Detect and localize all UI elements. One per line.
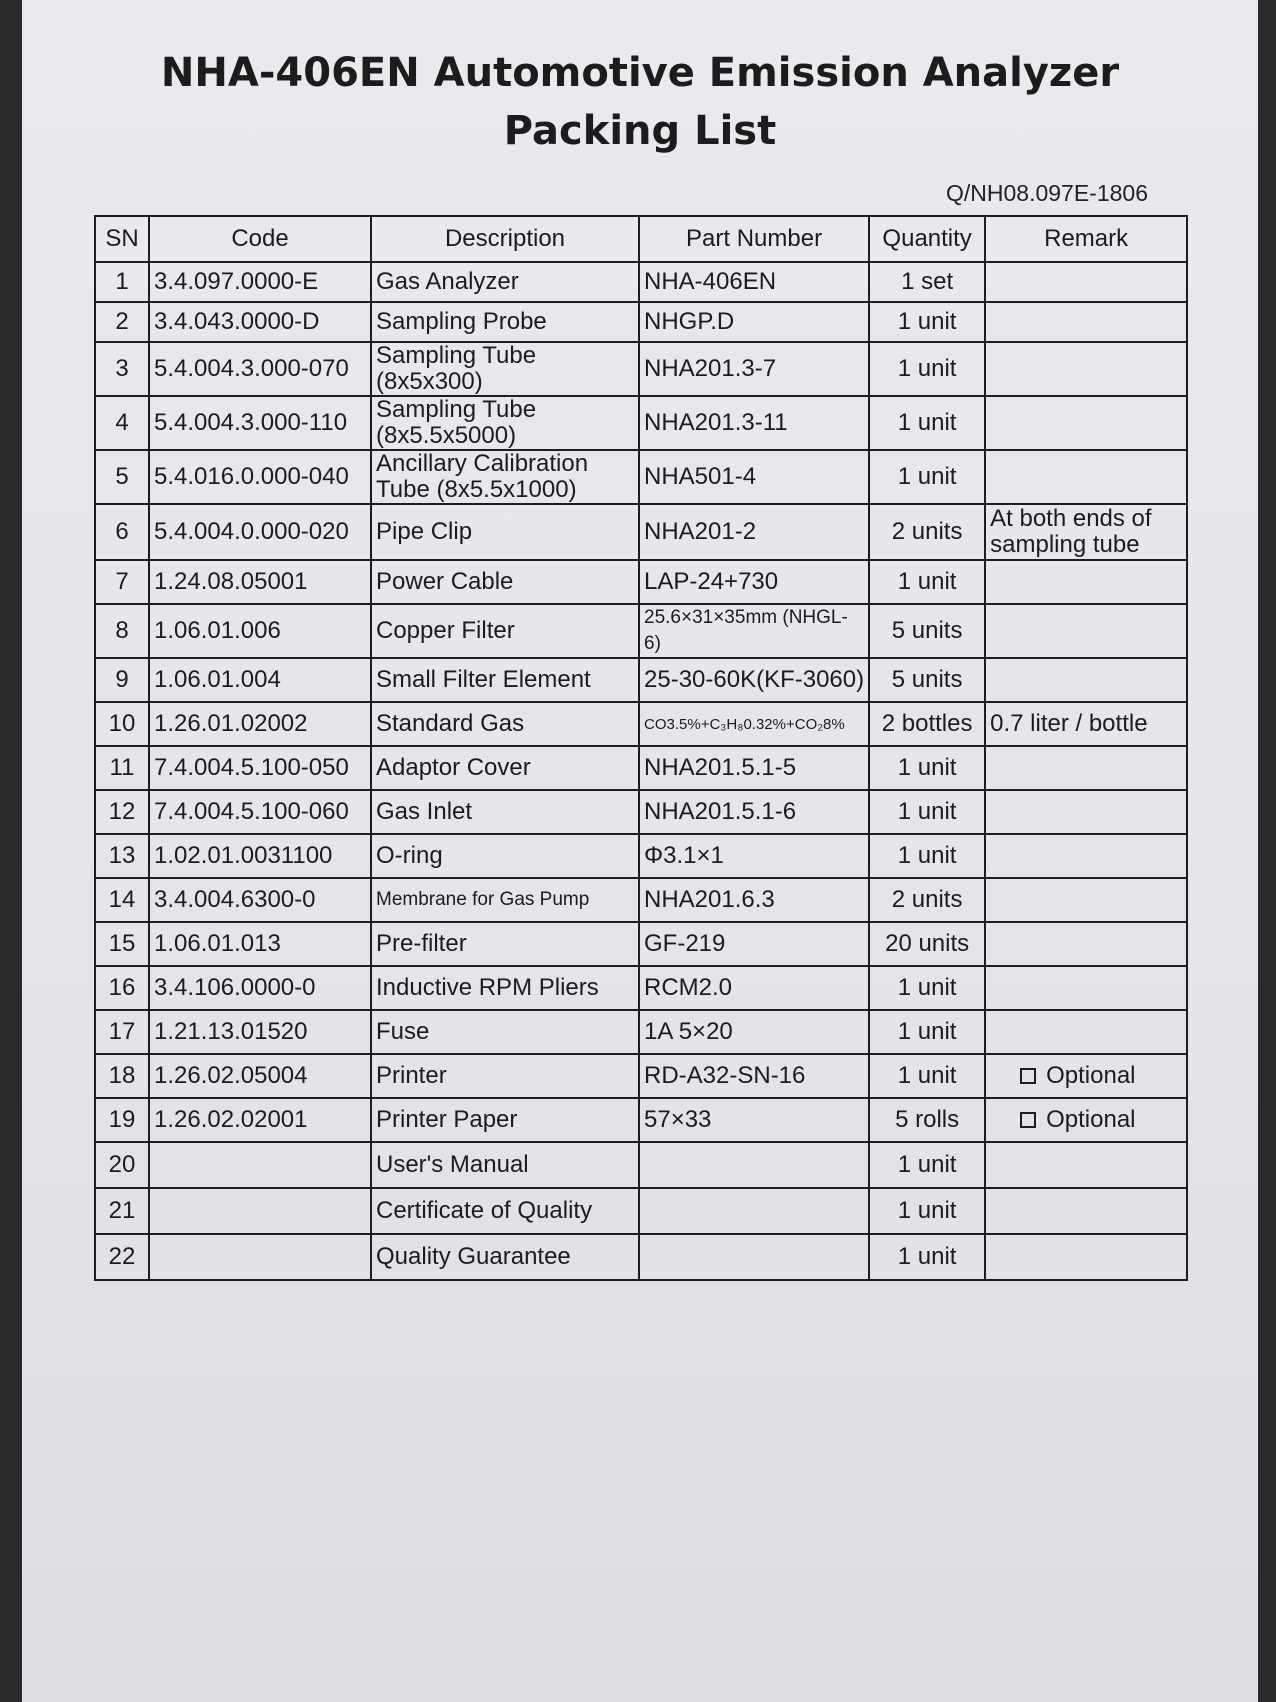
cell-remark-text: Optional (1046, 1062, 1136, 1089)
cell-description-text: Gas Analyzer (376, 268, 519, 295)
cell-remark (985, 1010, 1187, 1054)
cell-sn-text: 4 (115, 409, 129, 436)
cell-description-text: Pre-filter (376, 930, 467, 957)
cell-sn-text: 20 (108, 1151, 136, 1178)
cell-part-number-text: NHA201-2 (644, 518, 757, 545)
cell-code-text: 1.06.01.006 (154, 617, 281, 644)
cell-quantity-text: 1 unit (897, 754, 957, 781)
column-header-quantity: Quantity (869, 216, 985, 262)
cell-sn (95, 450, 149, 504)
table-row (95, 504, 1187, 560)
cell-description (371, 604, 639, 658)
cell-sn (95, 966, 149, 1010)
cell-sn-text: 3 (115, 355, 129, 382)
cell-description (371, 450, 639, 504)
cell-sn (95, 396, 149, 450)
cell-description (371, 560, 639, 604)
cell-sn (95, 1054, 149, 1098)
cell-description (371, 790, 639, 834)
cell-description-text: Copper Filter (376, 617, 515, 644)
cell-remark (985, 1188, 1187, 1234)
cell-description (371, 966, 639, 1010)
cell-sn (95, 560, 149, 604)
cell-remark (985, 878, 1187, 922)
cell-description (371, 1098, 639, 1142)
cell-sn-text: 17 (108, 1018, 136, 1045)
cell-remark (985, 1054, 1187, 1098)
cell-code (149, 450, 371, 504)
table-body (95, 262, 1187, 1280)
cell-sn-text: 2 (115, 308, 129, 335)
cell-sn (95, 302, 149, 342)
column-header-sn: SN (95, 216, 149, 262)
table-row (95, 1188, 1187, 1234)
cell-part-number-text: NHA201.3-11 (644, 409, 788, 436)
table-row (95, 560, 1187, 604)
cell-quantity (869, 658, 985, 702)
cell-code-text: 1.24.08.05001 (154, 568, 308, 595)
cell-description (371, 262, 639, 302)
document-number: Q/NH08.097E-1806 (945, 180, 1148, 206)
cell-code (149, 790, 371, 834)
cell-sn-text: 12 (108, 798, 136, 825)
cell-part-number-text: NHA201.6.3 (644, 886, 775, 913)
cell-quantity-text: 1 unit (897, 409, 957, 436)
cell-description (371, 1054, 639, 1098)
table-row (95, 342, 1187, 396)
cell-quantity-text: 1 unit (897, 1062, 957, 1089)
table-row (95, 878, 1187, 922)
cell-part-number-text: NHA-406EN (644, 268, 777, 295)
cell-description-text: Sampling Tube (8x5x300) (376, 342, 537, 395)
cell-remark (985, 396, 1187, 450)
cell-quantity (869, 302, 985, 342)
cell-part-number (639, 834, 869, 878)
cell-quantity (869, 878, 985, 922)
optional-checkbox-icon (1020, 1112, 1036, 1128)
cell-remark (985, 262, 1187, 302)
cell-code (149, 1142, 371, 1188)
cell-part-number-text: NHA201.5.1-5 (644, 754, 797, 781)
cell-sn (95, 1142, 149, 1188)
cell-part-number-text: NHA201.5.1-6 (644, 798, 797, 825)
cell-sn (95, 1098, 149, 1142)
cell-quantity (869, 342, 985, 396)
cell-description (371, 1142, 639, 1188)
cell-code (149, 604, 371, 658)
cell-description-text: Small Filter Element (376, 666, 591, 693)
cell-code-text: 3.4.106.0000-0 (154, 974, 316, 1001)
cell-quantity (869, 1188, 985, 1234)
cell-part-number (639, 1234, 869, 1280)
cell-part-number (639, 746, 869, 790)
cell-part-number-text: NHA501-4 (644, 463, 757, 490)
cell-remark (985, 1142, 1187, 1188)
cell-sn (95, 746, 149, 790)
cell-quantity-text: 1 unit (897, 842, 957, 869)
cell-part-number (639, 1188, 869, 1234)
cell-description (371, 878, 639, 922)
cell-sn (95, 658, 149, 702)
cell-code (149, 658, 371, 702)
cell-part-number-text: 25-30-60K(KF-3060) (644, 666, 865, 693)
cell-quantity-text: 2 units (891, 518, 963, 545)
cell-sn (95, 262, 149, 302)
cell-code-text: 1.02.01.0031100 (154, 842, 333, 869)
cell-description (371, 1234, 639, 1280)
cell-remark (985, 302, 1187, 342)
cell-quantity (869, 1234, 985, 1280)
cell-description (371, 1188, 639, 1234)
cell-description-text: Inductive RPM Pliers (376, 974, 599, 1001)
cell-code-text: 5.4.004.3.000-110 (154, 409, 348, 436)
cell-description (371, 834, 639, 878)
cell-sn (95, 504, 149, 560)
cell-description (371, 396, 639, 450)
cell-sn (95, 702, 149, 746)
cell-sn-text: 5 (115, 463, 129, 490)
cell-part-number (639, 396, 869, 450)
cell-code (149, 302, 371, 342)
cell-description-text: Pipe Clip (376, 518, 473, 545)
cell-remark-text: 0.7 liter / bottle (990, 710, 1148, 737)
cell-code-text: 5.4.004.0.000-020 (154, 518, 349, 545)
cell-sn-text: 10 (108, 710, 136, 737)
cell-sn-text: 8 (115, 617, 129, 644)
cell-sn-text: 16 (108, 974, 136, 1001)
cell-code (149, 396, 371, 450)
cell-part-number-text: NHA201.3-7 (644, 355, 777, 382)
cell-remark (985, 1234, 1187, 1280)
cell-quantity-text: 1 set (901, 268, 954, 295)
cell-sn (95, 604, 149, 658)
cell-code (149, 342, 371, 396)
cell-code-text: 1.26.01.02002 (154, 710, 308, 737)
cell-description-text: Sampling Tube (8x5.5x5000) (376, 396, 537, 449)
table-row (95, 702, 1187, 746)
cell-quantity-text: 1 unit (897, 568, 957, 595)
cell-remark (985, 560, 1187, 604)
cell-part-number (639, 302, 869, 342)
cell-code (149, 702, 371, 746)
cell-quantity-text: 1 unit (897, 463, 957, 490)
table-row (95, 1054, 1187, 1098)
cell-quantity (869, 790, 985, 834)
cell-description-text: O-ring (376, 842, 443, 869)
cell-sn-text: 7 (115, 568, 129, 595)
table-row (95, 1010, 1187, 1054)
cell-description (371, 702, 639, 746)
cell-description (371, 658, 639, 702)
cell-code (149, 746, 371, 790)
cell-quantity (869, 604, 985, 658)
cell-quantity-text: 5 units (891, 617, 963, 644)
cell-code (149, 878, 371, 922)
cell-quantity (869, 1142, 985, 1188)
cell-code (149, 1054, 371, 1098)
cell-description-text: Gas Inlet (376, 798, 473, 825)
cell-description-text: Adaptor Cover (376, 754, 531, 781)
table-row (95, 1098, 1187, 1142)
cell-description-text: Fuse (376, 1018, 430, 1045)
cell-quantity-text: 5 rolls (895, 1106, 960, 1133)
cell-part-number (639, 262, 869, 302)
cell-sn-text: 13 (108, 842, 136, 869)
cell-part-number-text: 1A 5×20 (644, 1018, 733, 1045)
cell-code (149, 504, 371, 560)
cell-remark (985, 604, 1187, 658)
cell-sn-text: 6 (115, 518, 129, 545)
cell-code (149, 1098, 371, 1142)
cell-remark (985, 658, 1187, 702)
cell-part-number-text: 57×33 (644, 1106, 712, 1133)
cell-part-number-text: LAP-24+730 (644, 568, 779, 595)
table-row (95, 966, 1187, 1010)
column-header-description: Description (371, 216, 639, 262)
table-header-row (95, 216, 1187, 262)
table-row (95, 450, 1187, 504)
cell-code-text: 1.26.02.02001 (154, 1106, 308, 1133)
cell-quantity (869, 922, 985, 966)
cell-remark-text: Optional (1046, 1106, 1136, 1133)
table-row (95, 790, 1187, 834)
table-row (95, 262, 1187, 302)
cell-part-number-text: CO3.5%+C₃H₈0.32%+CO₂8% (644, 715, 845, 733)
cell-code-text: 1.06.01.013 (154, 930, 281, 957)
cell-code-text: 5.4.004.3.000-070 (154, 355, 349, 382)
cell-quantity (869, 396, 985, 450)
cell-code (149, 834, 371, 878)
table-row (95, 604, 1187, 658)
cell-part-number-text: Φ3.1×1 (644, 842, 724, 869)
cell-quantity (869, 1054, 985, 1098)
cell-part-number (639, 604, 869, 658)
cell-quantity-text: 1 unit (897, 974, 957, 1001)
title-line-1: NHA-406EN Automotive Emission Analyzer (160, 50, 1120, 96)
cell-remark (985, 922, 1187, 966)
table-row (95, 834, 1187, 878)
cell-quantity (869, 504, 985, 560)
column-header-code: Code (149, 216, 371, 262)
document-title (22, 44, 1258, 160)
cell-description-text: Printer (376, 1062, 447, 1089)
cell-code (149, 1234, 371, 1280)
cell-quantity (869, 262, 985, 302)
cell-code (149, 1188, 371, 1234)
cell-remark (985, 834, 1187, 878)
cell-quantity (869, 1098, 985, 1142)
table-row (95, 922, 1187, 966)
cell-sn-text: 18 (108, 1062, 136, 1089)
cell-quantity-text: 1 unit (897, 798, 957, 825)
cell-part-number (639, 658, 869, 702)
cell-code-text: 1.06.01.004 (154, 666, 281, 693)
cell-remark (985, 746, 1187, 790)
table-row (95, 302, 1187, 342)
cell-sn (95, 878, 149, 922)
cell-sn-text: 14 (108, 886, 136, 913)
cell-part-number (639, 504, 869, 560)
title-line-2: Packing List (503, 108, 777, 154)
cell-part-number-text: RD-A32-SN-16 (644, 1062, 806, 1089)
cell-quantity-text: 1 unit (897, 355, 957, 382)
cell-remark (985, 504, 1187, 560)
cell-quantity (869, 1010, 985, 1054)
cell-code (149, 262, 371, 302)
cell-description-text: Membrane for Gas Pump (376, 889, 590, 910)
table-row (95, 396, 1187, 450)
cell-quantity (869, 834, 985, 878)
cell-remark-text: At both ends of sampling tube (990, 505, 1152, 558)
cell-sn-text: 19 (108, 1106, 136, 1133)
cell-part-number (639, 560, 869, 604)
cell-code-text: 1.26.02.05004 (154, 1062, 308, 1089)
cell-part-number (639, 878, 869, 922)
cell-sn (95, 922, 149, 966)
cell-code-text: 7.4.004.5.100-060 (154, 798, 349, 825)
cell-remark (985, 702, 1187, 746)
table-row (95, 1142, 1187, 1188)
document-page (22, 0, 1258, 1702)
cell-code-text: 7.4.004.5.100-050 (154, 754, 349, 781)
cell-code (149, 966, 371, 1010)
cell-description (371, 746, 639, 790)
cell-remark (985, 342, 1187, 396)
cell-code (149, 922, 371, 966)
cell-sn-text: 21 (108, 1197, 136, 1224)
cell-description-text: Certificate of Quality (376, 1197, 593, 1224)
cell-part-number (639, 342, 869, 396)
packing-list-table (94, 215, 1188, 1281)
cell-description-text: Power Cable (376, 568, 514, 595)
cell-part-number (639, 1010, 869, 1054)
cell-description-text: Quality Guarantee (376, 1243, 571, 1270)
cell-part-number-text: 25.6×31×35mm (NHGL-6) (644, 607, 848, 654)
cell-sn (95, 342, 149, 396)
cell-description-text: Standard Gas (376, 710, 525, 737)
cell-quantity (869, 746, 985, 790)
cell-remark (985, 790, 1187, 834)
cell-description-text: Printer Paper (376, 1106, 518, 1133)
cell-sn (95, 834, 149, 878)
cell-sn (95, 1234, 149, 1280)
table-row (95, 746, 1187, 790)
cell-quantity-text: 2 units (891, 886, 963, 913)
cell-code (149, 560, 371, 604)
cell-description (371, 504, 639, 560)
cell-description (371, 922, 639, 966)
cell-quantity-text: 1 unit (897, 1243, 957, 1270)
cell-description (371, 342, 639, 396)
cell-sn (95, 790, 149, 834)
cell-part-number-text: GF-219 (644, 930, 726, 957)
cell-code-text: 5.4.016.0.000-040 (154, 463, 349, 490)
column-header-part-number: Part Number (639, 216, 869, 262)
cell-description-text: Sampling Probe (376, 308, 547, 335)
cell-part-number (639, 790, 869, 834)
cell-remark (985, 450, 1187, 504)
cell-quantity (869, 450, 985, 504)
cell-part-number (639, 1054, 869, 1098)
cell-part-number (639, 450, 869, 504)
cell-code-text: 3.4.004.6300-0 (154, 886, 316, 913)
cell-description-text: Ancillary Calibration Tube (8x5.5x1000) (376, 450, 589, 503)
cell-quantity (869, 702, 985, 746)
cell-code-text: 3.4.097.0000-E (154, 268, 319, 295)
cell-quantity (869, 560, 985, 604)
cell-description (371, 1010, 639, 1054)
cell-quantity-text: 1 unit (897, 308, 957, 335)
cell-quantity-text: 1 unit (897, 1018, 957, 1045)
cell-description-text: User's Manual (376, 1151, 529, 1178)
table-row (95, 658, 1187, 702)
cell-quantity-text: 5 units (891, 666, 963, 693)
cell-part-number (639, 702, 869, 746)
cell-sn (95, 1188, 149, 1234)
cell-part-number (639, 966, 869, 1010)
cell-sn-text: 11 (109, 754, 135, 781)
cell-part-number (639, 1142, 869, 1188)
cell-quantity-text: 1 unit (897, 1197, 957, 1224)
column-header-remark: Remark (985, 216, 1187, 262)
table-row (95, 1234, 1187, 1280)
cell-remark (985, 1098, 1187, 1142)
cell-part-number (639, 1098, 869, 1142)
cell-code (149, 1010, 371, 1054)
cell-quantity-text: 20 units (885, 930, 970, 957)
cell-sn (95, 1010, 149, 1054)
cell-sn-text: 9 (115, 666, 129, 693)
cell-sn-text: 22 (108, 1243, 136, 1270)
optional-checkbox-icon (1020, 1068, 1036, 1084)
cell-quantity (869, 966, 985, 1010)
cell-part-number-text: NHGP.D (644, 308, 735, 335)
cell-sn-text: 15 (108, 930, 136, 957)
cell-code-text: 1.21.13.01520 (154, 1018, 308, 1045)
cell-remark (985, 966, 1187, 1010)
cell-sn-text: 1 (115, 268, 129, 295)
packing-list-table-wrap (94, 215, 1188, 1281)
cell-code-text: 3.4.043.0000-D (154, 308, 320, 335)
cell-quantity-text: 2 bottles (881, 710, 973, 737)
cell-part-number-text: RCM2.0 (644, 974, 733, 1001)
cell-description (371, 302, 639, 342)
cell-part-number (639, 922, 869, 966)
cell-quantity-text: 1 unit (897, 1151, 957, 1178)
